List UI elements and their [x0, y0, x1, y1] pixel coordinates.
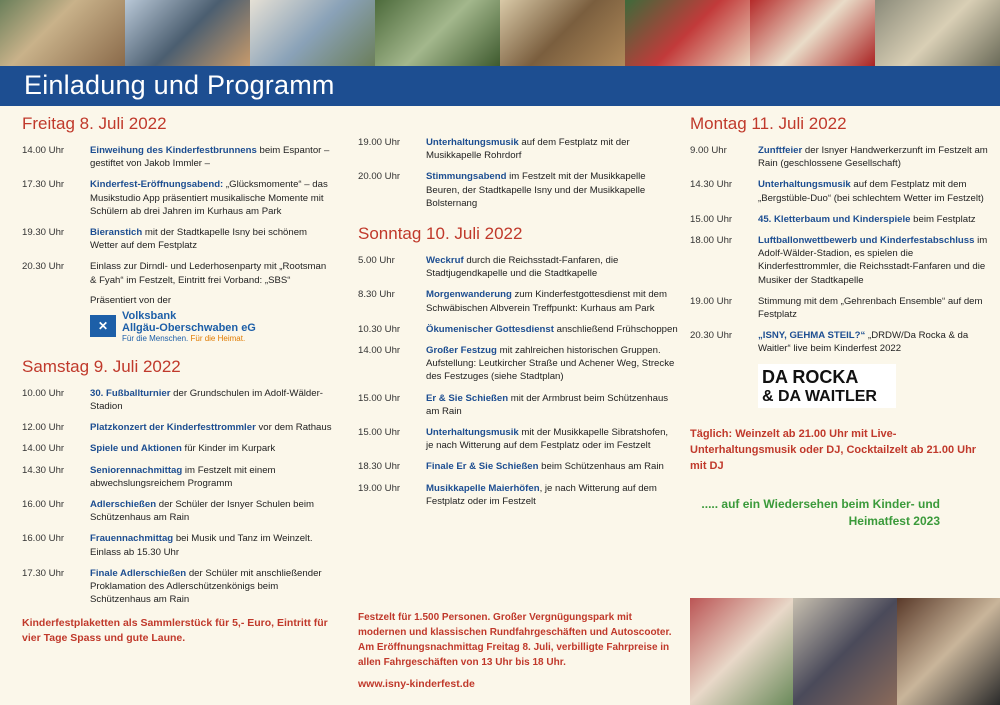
event-highlight: Finale Er & Sie Schießen — [426, 461, 539, 473]
event-details: bei Musik und Tanz im Weinzelt. Einlass ab 15.30 Uhr — [90, 533, 313, 558]
column-friday-saturday — [22, 110, 332, 646]
event-list-sunday — [358, 254, 678, 508]
event-time: 19.30 Uhr — [22, 227, 65, 239]
event-time: 18.30 Uhr — [358, 461, 401, 473]
event-details: „DRDW/Da Rocka & da Waitler“ live beim Kinderfest 2022 — [758, 330, 969, 355]
event-description — [426, 344, 678, 384]
svg-text:DA ROCKA: DA ROCKA — [762, 366, 859, 387]
event-details: mit der Armbrust beim Schützenhaus am Rain — [426, 392, 669, 417]
footer-photo — [793, 598, 896, 705]
day-heading-friday: Freitag 8. Juli 2022 — [22, 114, 167, 133]
event-description — [426, 288, 678, 314]
day-heading-monday: Montag 11. Juli 2022 — [690, 114, 847, 133]
event-description — [426, 254, 678, 280]
event-details: „Glücksmomente“ – das Musikstudio App präsentiert musikalische Momente mit Schülern ab drei Jahren im Kurhaus am Park — [90, 179, 328, 217]
da-rocka-logo — [758, 364, 896, 408]
event-highlight: Unterhaltungsmusik — [758, 179, 851, 191]
event-description — [90, 387, 332, 413]
event-highlight: Adlerschießen — [90, 499, 157, 511]
event-row — [358, 254, 678, 280]
event-time: 14.00 Uhr — [22, 443, 65, 455]
event-row — [358, 426, 678, 452]
day-heading-sunday: Sonntag 10. Juli 2022 — [358, 224, 523, 244]
event-details: , je nach Witterung auf dem Festplatz oder im Festzelt — [426, 482, 657, 507]
event-highlight: Luftballonwettbewerb und Kinderfestabschluss — [758, 235, 975, 247]
event-highlight: Er & Sie Schießen — [426, 392, 509, 404]
event-highlight: Einweihung des Kinderfestbrunnens — [90, 145, 257, 156]
sponsor-block — [90, 295, 332, 343]
event-description — [90, 260, 332, 286]
event-highlight: Unterhaltungsmusik — [426, 137, 519, 148]
event-highlight: Musikkapelle Maierhöfen — [426, 482, 540, 494]
event-highlight: Zunftfeier — [758, 145, 803, 156]
header-photo — [125, 0, 250, 66]
event-details: der Schüler der Isnyer Schulen beim Schützenhaus am Rain — [90, 499, 314, 524]
footer-photo — [897, 598, 1000, 705]
event-time: 12.00 Uhr — [22, 422, 65, 434]
event-time: 14.00 Uhr — [358, 345, 401, 357]
event-time: 19.00 Uhr — [358, 137, 401, 148]
footer-photo-strip — [690, 598, 1000, 705]
event-highlight: Weckruf — [426, 255, 464, 267]
event-highlight: Spiele und Aktionen — [90, 443, 182, 455]
event-details: mit der Musikkapelle Sibratshofen, je nach Witterung auf dem Festplatz oder im Festzelt — [426, 427, 669, 452]
sponsor-label: Präsentiert von der — [90, 294, 172, 306]
event-row — [22, 387, 332, 413]
volksbank-logo — [90, 310, 332, 343]
event-description — [426, 170, 678, 210]
event-details: auf dem Festplatz mit der Musikkapelle Rohrdorf — [426, 137, 630, 162]
event-time: 20.00 Uhr — [358, 171, 401, 183]
event-time: 9.00 Uhr — [690, 145, 727, 156]
event-row — [22, 260, 332, 286]
sponsor-name-1: Volksbank — [122, 309, 177, 322]
event-row — [358, 482, 678, 508]
event-details: auf dem Festplatz mit dem „Bergstüble-Duo“ (bei schlechtem Wetter im Festzelt) — [758, 179, 984, 204]
event-description — [90, 498, 332, 524]
event-time: 14.30 Uhr — [22, 464, 65, 476]
event-list-friday — [22, 144, 332, 287]
title-bar — [0, 66, 1000, 106]
day-heading-saturday: Samstag 9. Juli 2022 — [22, 356, 181, 376]
event-details: vor dem Rathaus — [255, 422, 332, 434]
event-description — [426, 392, 678, 418]
website-link[interactable]: www.isny-kinderfest.de — [358, 678, 475, 690]
event-row — [22, 226, 332, 252]
event-row — [690, 234, 990, 287]
sponsor-slogan: Für die Menschen. Für die Heimat. — [122, 333, 246, 343]
column-saturday-sunday — [358, 136, 678, 516]
event-time: 19.00 Uhr — [358, 482, 401, 494]
event-row — [22, 178, 332, 218]
event-details: mit der Stadtkapelle Isny bei schönem Wetter auf dem Festplatz — [90, 227, 308, 252]
event-description — [90, 178, 332, 218]
event-row — [22, 144, 332, 170]
event-details: im Adolf-Wälder-Stadion, es spielen die Kinderfesttrommler, die Reichsstadt-Fanfaren und die Musiker der Stadtkapelle — [758, 235, 988, 286]
event-details: im Festzelt mit der Musikkapelle Beuren, der Stadtkapelle Isny und der Musikkapelle Bolsternang — [426, 171, 646, 209]
event-row — [358, 323, 678, 336]
event-row — [358, 344, 678, 384]
event-highlight: Frauennachmittag — [90, 533, 174, 545]
event-row — [690, 144, 990, 170]
event-time: 15.00 Uhr — [690, 213, 733, 225]
event-highlight: Finale Adlerschießen — [90, 567, 187, 579]
event-time: 16.00 Uhr — [22, 499, 65, 511]
event-description — [758, 329, 990, 355]
event-highlight: Kinderfest-Eröffnungsabend: — [90, 179, 224, 191]
event-row — [22, 421, 332, 434]
event-description — [90, 442, 332, 455]
event-description — [758, 213, 990, 226]
event-list-monday — [690, 144, 990, 356]
header-photo — [0, 0, 125, 66]
event-description — [90, 567, 332, 607]
event-row — [358, 170, 678, 210]
event-row — [358, 288, 678, 314]
event-highlight: 45. Kletterbaum und Kinderspiele — [758, 213, 911, 225]
svg-text:& DA WAITLER: & DA WAITLER — [762, 387, 877, 405]
da-rocka-logo-graphic — [758, 364, 896, 408]
event-row — [690, 213, 990, 226]
event-time: 5.00 Uhr — [358, 255, 395, 267]
header-photo — [875, 0, 1000, 66]
event-details: der Schüler mit anschließender Proklamation des Adlerschützenkönigs beim Schützenhaus am Rain — [90, 567, 322, 606]
plaketten-note: Kinderfestplaketten als Sammlerstück für 5,- Euro, Eintritt für vier Tage Spass und gute Laune. — [22, 617, 328, 645]
column-monday — [690, 110, 990, 530]
event-details: Einlass zur Dirndl- und Lederhosenparty mit „Rootsman & Fyah“ im Festzelt, Eintritt frei Vorband: „SBS“ — [90, 261, 327, 286]
event-highlight: Unterhaltungsmusik — [426, 427, 519, 439]
event-time: 16.00 Uhr — [22, 533, 65, 545]
event-time: 14.30 Uhr — [690, 179, 733, 191]
event-row — [690, 295, 990, 321]
event-description — [426, 323, 678, 336]
event-description — [426, 426, 678, 452]
event-description — [426, 136, 678, 162]
event-row — [358, 392, 678, 418]
header-photo-strip — [0, 0, 1000, 66]
event-list-saturday — [22, 387, 332, 607]
event-time: 15.00 Uhr — [358, 427, 401, 439]
event-time: 20.30 Uhr — [690, 330, 733, 342]
event-time: 10.00 Uhr — [22, 387, 65, 399]
event-details: durch die Reichsstadt-Fanfaren, die Stadtjugendkapelle und die Stadtkapelle — [426, 255, 619, 280]
event-row — [690, 178, 990, 204]
volksbank-icon: ✕ — [90, 315, 116, 337]
event-time: 20.30 Uhr — [22, 261, 65, 273]
event-details: im Festzelt mit einem abwechslungsreichem Programm — [90, 464, 276, 489]
event-time: 14.00 Uhr — [22, 145, 65, 156]
event-row — [22, 532, 332, 558]
event-time: 17.30 Uhr — [22, 567, 65, 579]
event-row — [22, 442, 332, 455]
goodbye-note: ..... auf ein Wiedersehen beim Kinder- und Heimatfest 2023 — [701, 496, 940, 528]
header-photo — [500, 0, 625, 66]
event-highlight: Bieranstich — [90, 227, 143, 239]
header-photo — [750, 0, 875, 66]
event-description — [426, 460, 678, 473]
event-description — [758, 178, 990, 204]
festival-info-note: Festzelt für 1.500 Personen. Großer Vergnügungspark mit modernen und klassischen Rundfahrgeschäften und Autoscooter. Am Eröffnungsnachmittag Freitag 8. Juli, verbilligte Fahrpreise in allen Fahrgeschäften von 13 Uhr bis 18 Uhr. — [358, 612, 672, 668]
event-list-saturday-evening — [358, 136, 678, 210]
header-photo — [375, 0, 500, 66]
event-details: Stimmung mit dem „Gehrenbach Ensemble“ auf dem Festplatz — [758, 295, 983, 321]
event-description — [90, 226, 332, 252]
event-highlight: „ISNY, GEHMA STEIL?“ — [758, 330, 866, 342]
event-time: 15.00 Uhr — [358, 392, 401, 404]
event-highlight: Großer Festzug — [426, 345, 497, 357]
page-title: Einladung und Programm — [24, 70, 335, 100]
footer-photo — [690, 598, 793, 705]
event-details: für Kinder im Kurpark — [181, 443, 276, 455]
event-time: 17.30 Uhr — [22, 179, 65, 191]
event-description — [426, 482, 678, 508]
event-description — [90, 464, 332, 490]
event-highlight: 30. Fußballturnier — [90, 387, 171, 399]
event-details: mit zahlreichen historischen Gruppen. Aufstellung: Leutkircher Straße und Achener Weg, Strecke des Festzuges (siehe Stadtplan) — [426, 345, 675, 383]
event-row — [22, 498, 332, 524]
header-photo — [625, 0, 750, 66]
event-time: 10.30 Uhr — [358, 323, 401, 335]
event-details: anschließend Frühschoppen — [553, 323, 678, 335]
event-details: der Isnyer Handwerkerzunft im Festzelt am Rain (geschlossene Gesellschaft) — [758, 145, 988, 170]
event-highlight: Stimmungsabend — [426, 171, 507, 183]
event-description — [90, 532, 332, 558]
event-details: der Grundschulen im Adolf-Wälder-Stadion — [90, 387, 323, 413]
event-row — [22, 464, 332, 490]
event-details: beim Schützenhaus am Rain — [538, 461, 664, 473]
event-row — [358, 136, 678, 162]
event-description — [758, 144, 990, 170]
event-details: beim Festplatz — [910, 213, 976, 225]
event-description — [758, 234, 990, 287]
event-time: 19.00 Uhr — [690, 295, 733, 307]
event-time: 18.00 Uhr — [690, 235, 733, 247]
sponsor-name-2: Allgäu-Oberschwaben eG — [122, 321, 256, 334]
header-photo — [250, 0, 375, 66]
event-details: beim Espantor – gestiftet von Jakob Immler – — [90, 145, 330, 170]
event-highlight: Seniorennachmittag — [90, 464, 183, 476]
event-highlight: Ökumenischer Gottesdienst — [426, 323, 554, 335]
event-time: 8.30 Uhr — [358, 289, 395, 301]
event-description — [90, 144, 332, 170]
event-description — [90, 421, 332, 434]
event-row — [22, 567, 332, 607]
daily-info: Täglich: Weinzelt ab 21.00 Uhr mit Live-Unterhaltungsmusik oder DJ, Cocktailzelt ab 21.00 Uhr mit DJ — [690, 427, 977, 472]
event-row — [358, 460, 678, 473]
event-highlight: Morgenwanderung — [426, 289, 512, 301]
event-highlight: Platzkonzert der Kinderfesttrommler — [90, 422, 256, 434]
event-row — [690, 329, 990, 355]
event-details: zum Kinderfestgottesdienst mit dem Schwäbischen Albverein Treffpunkt: Kurhaus am Park — [426, 289, 667, 314]
event-description — [758, 295, 990, 321]
